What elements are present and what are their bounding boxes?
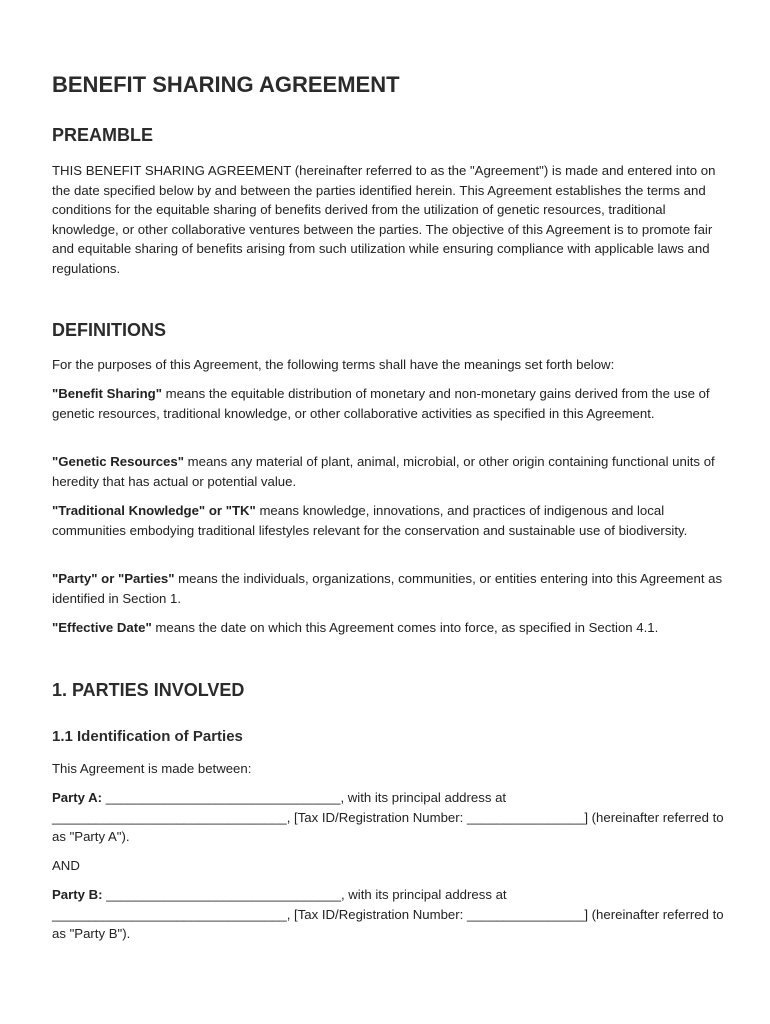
definitions-heading: DEFINITIONS	[52, 320, 167, 340]
party-b-block	[52, 885, 732, 944]
document-title: BENEFIT SHARING AGREEMENT	[52, 72, 400, 97]
definition-text: means any material of plant, animal, microbial, or other origin containing functional units of heredity that has actual or potential value.	[52, 454, 715, 489]
definition-text: means the equitable distribution of monetary and non-monetary gains derived from the use of genetic resources, traditional knowledge, or other collaborative activities as specified in this Agreement.	[52, 386, 710, 421]
definition-term: "Traditional Knowledge" or "TK"	[52, 503, 256, 518]
parties-heading: 1. PARTIES INVOLVED	[52, 680, 245, 700]
definition-genetic-resources	[52, 452, 732, 491]
definition-term: "Effective Date"	[52, 620, 152, 635]
definition-text: means the date on which this Agreement comes into force, as specified in Section 4.1.	[151, 620, 659, 635]
definition-text: means knowledge, innovations, and practices of indigenous and local communities embodying traditional lifestyles relevant for the conservation and sustainable use of biodiversity.	[52, 503, 688, 538]
party-b-label: Party B:	[52, 887, 103, 902]
definition-text: means the individuals, organizations, communities, or entities entering into this Agreement as identified in Section 1.	[52, 571, 723, 606]
parties-subheading: 1.1 Identification of Parties	[52, 728, 243, 745]
definition-benefit-sharing	[52, 384, 732, 423]
party-a-text: ________________________________, with its principal address at ________________________________, [Tax ID/Registration Number: ________________] (hereinafter referred to as "Party A").	[52, 790, 724, 844]
party-a-block	[52, 788, 732, 847]
preamble-text: THIS BENEFIT SHARING AGREEMENT (hereinafter referred to as the "Agreement") is made and entered into on the date specified below by and between the parties identified herein. This Agreement establishes the terms and conditions for the equitable sharing of benefits derived from the utilization of genetic resources, traditional knowledge, or other collaborative ventures between the parties. The objective of this Agreement is to promote fair and equitable sharing of benefits arising from such utilization while ensuring compliance with applicable laws and regulations.	[52, 163, 716, 276]
party-a-label: Party A:	[52, 790, 103, 805]
and-separator: AND	[52, 858, 80, 873]
party-b-text: ________________________________, with its principal address at ________________________________, [Tax ID/Registration Number: ________________] (hereinafter referred to as "Party B").	[52, 887, 724, 941]
preamble-heading: PREAMBLE	[52, 125, 154, 145]
definition-party	[52, 569, 732, 608]
definition-traditional-knowledge	[52, 501, 732, 540]
definitions-intro: For the purposes of this Agreement, the following terms shall have the meanings set forth below:	[52, 357, 615, 372]
definition-effective-date	[52, 618, 732, 638]
definition-term: "Genetic Resources"	[52, 454, 184, 469]
definition-term: "Benefit Sharing"	[52, 386, 162, 401]
parties-intro: This Agreement is made between:	[52, 761, 252, 776]
definition-term: "Party" or "Parties"	[52, 571, 175, 586]
